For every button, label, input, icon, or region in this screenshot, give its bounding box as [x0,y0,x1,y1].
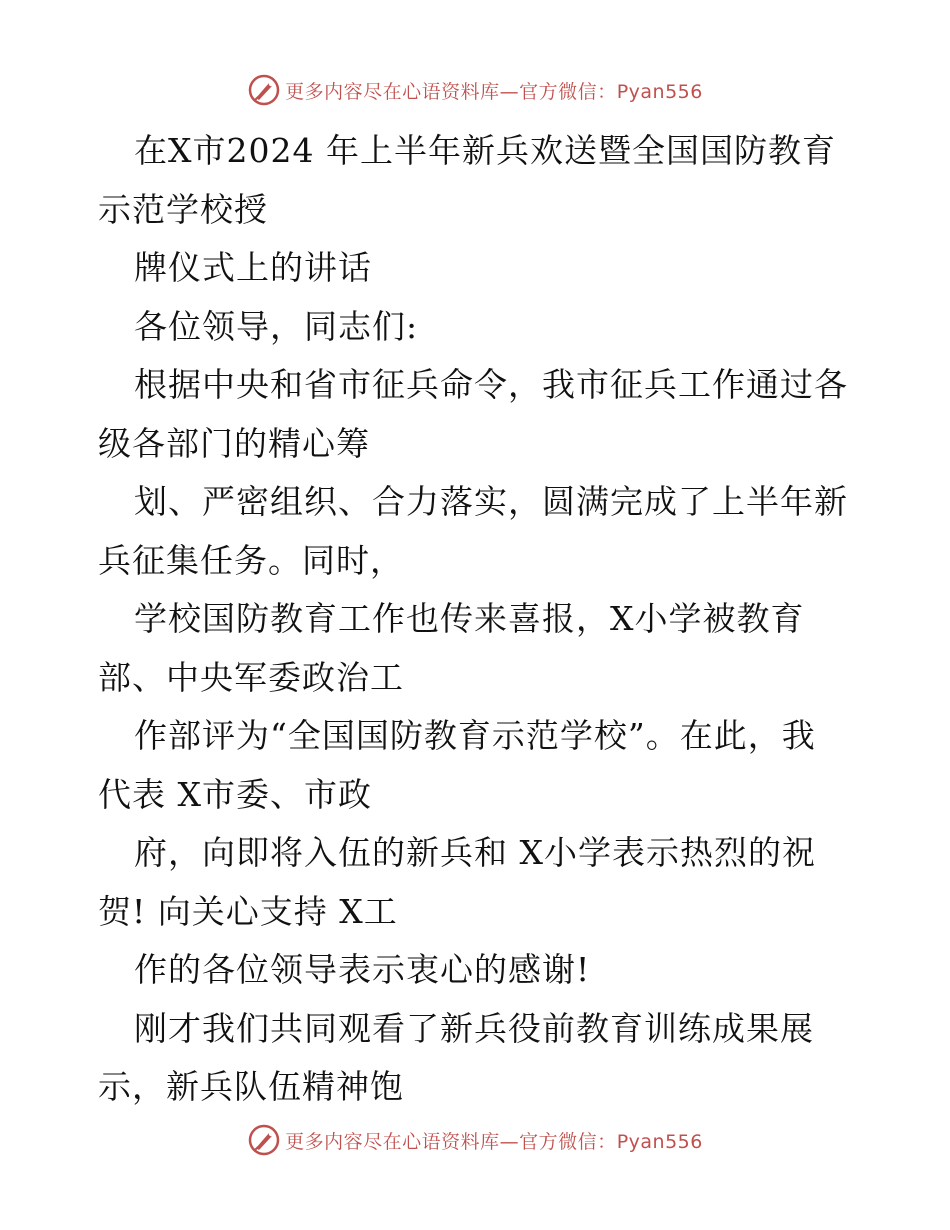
text-line: 作部评为“全国国防教育示范学校”。在此，我 [134,716,816,755]
text-line: 府，向即将入伍的新兵和 X小学表示热烈的祝 [134,833,816,872]
text-line: 示，新兵队伍精神饱 [98,1067,404,1106]
text-line: 部、中央军委政治工 [98,657,404,697]
footer-watermark-banner [0,1120,950,1160]
text-line: 在X市2024 年上半年新兵欢送暨全国国防教育 [134,131,836,170]
header-watermark-banner [0,70,950,110]
watermark-text [285,1127,703,1154]
text-line: 贺! 向关心支持 X工 [98,891,398,931]
watermark-dash: — [499,80,520,103]
watermark-wechat-label: 官方微信： [519,1130,617,1153]
text-line: 级各部门的精心筹 [98,423,370,463]
pen-logo-icon [247,1123,281,1157]
pen-logo-icon [247,73,281,107]
watermark-main: 更多内容尽在心语资料库 [285,80,500,103]
watermark-wechat-label: 官方微信： [519,80,617,103]
watermark-main: 更多内容尽在心语资料库 [285,1130,500,1153]
text-line: 作的各位领导表示衷心的感谢! [134,950,591,989]
text-line: 学校国防教育工作也传来喜报，X小学被教育 [134,599,805,638]
speech-body [98,122,858,1117]
text-line: 划、严密组织、合力落实，圆满完成了上半年新 [134,482,848,521]
watermark-text [285,77,703,104]
text-line: 代表 X市委、市政 [98,774,372,814]
watermark-dash: — [499,1130,520,1153]
text-line: 根据中央和省市征兵命令，我市征兵工作通过各 [134,365,848,404]
text-line: 牌仪式上的讲话 [134,248,372,287]
watermark-wechat-id: Pyan556 [616,1130,703,1153]
text-line: 兵征集任务。同时， [98,540,404,580]
text-line: 各位领导，同志们: [134,306,419,346]
text-line: 刚才我们共同观看了新兵役前教育训练成果展 [134,1008,814,1048]
text-line: 示范学校授 [98,189,268,229]
watermark-wechat-id: Pyan556 [616,80,703,103]
